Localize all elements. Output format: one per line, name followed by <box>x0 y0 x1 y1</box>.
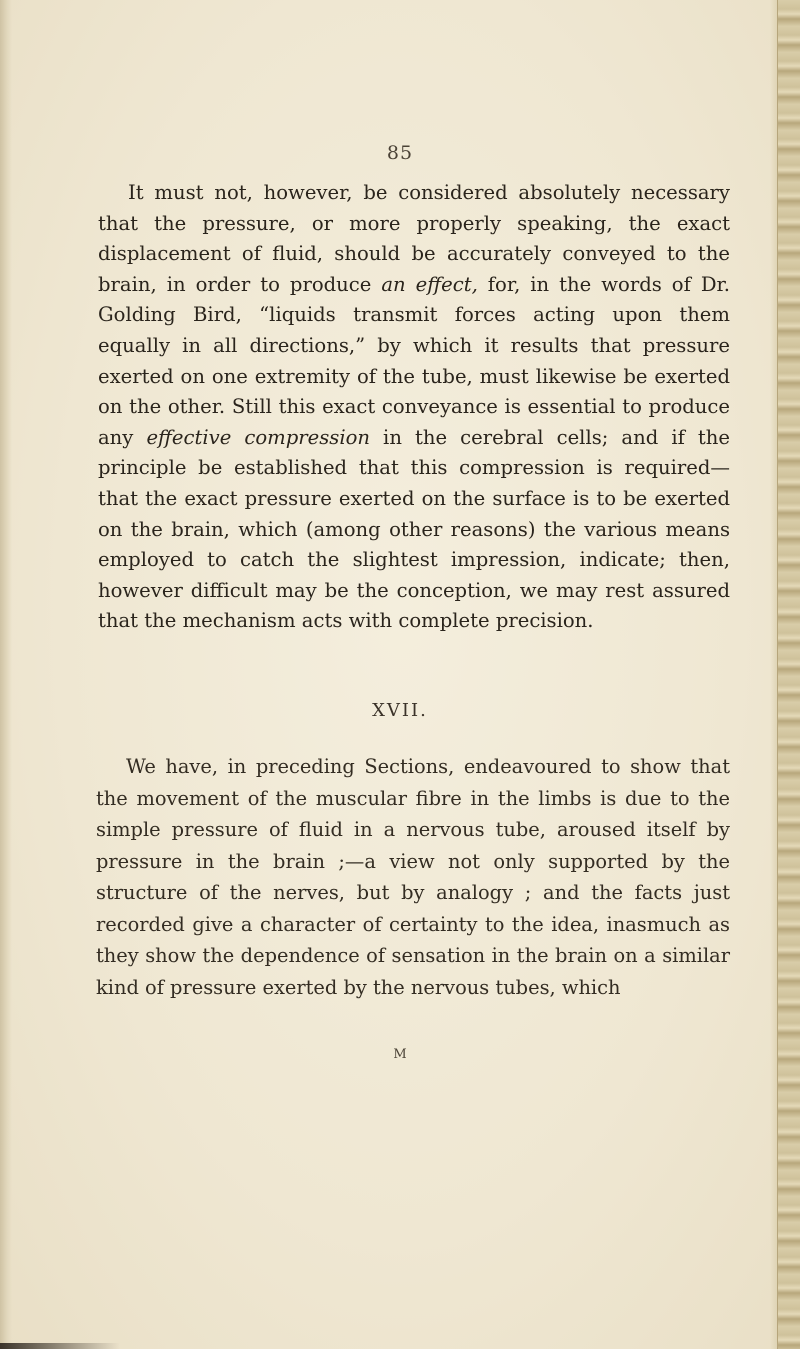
paragraph-1 <box>98 178 730 637</box>
page-number: 85 <box>386 142 414 164</box>
paragraph-1-part-1: It must not, however, be considered absolutely necessary that the pressure, or more properly speaking, the exact displacement of fluid, should be accurately conveyed to the brain, in order to produce <box>98 181 730 296</box>
paragraph-1-part-2: for, in the words of Dr. Golding Bird, “liquids transmit forces acting upon them equally in all directions,” by which it results that pressure exerted on one extremity of the tube, must likewise be exerted on the other. Still this exact conveyance is essential to produce any <box>98 272 730 449</box>
paragraph-1-emphasis-2: effective compression <box>146 425 370 449</box>
page-left-edge <box>0 0 12 1349</box>
page-bottom-shadow <box>0 1343 120 1349</box>
page-binding-edge <box>777 0 800 1349</box>
paragraph-1-emphasis-1: an effect, <box>381 272 478 296</box>
signature-mark: M <box>393 1047 407 1062</box>
section-heading: XVII. <box>372 700 428 721</box>
paragraph-2 <box>96 751 730 1003</box>
paragraph-1-part-3: in the cerebral cells; and if the principle be established that this compression is required—that the exact pressure exerted on the surface is to be exerted on the brain, which (among other reasons) the various means employed to catch the slightest impression, indicate; then, however difficult may be the conception, we may rest assured that the mechanism acts with complete precision. <box>98 425 730 633</box>
paragraph-1-text <box>98 178 730 637</box>
paragraph-2-text: We have, in preceding Sections, endeavoured to show that the movement of the muscular fibre in the limbs is due to the simple pressure of fluid in a nervous tube, aroused itself by pressure in the brain ;—a view not only supported by the structure of the nerves, but by analogy ; and the facts just recorded give a character of certainty to the idea, inasmuch as they show the dependence of sensation in the brain on a similar kind of pressure exerted by the nervous tubes, which <box>96 755 730 999</box>
